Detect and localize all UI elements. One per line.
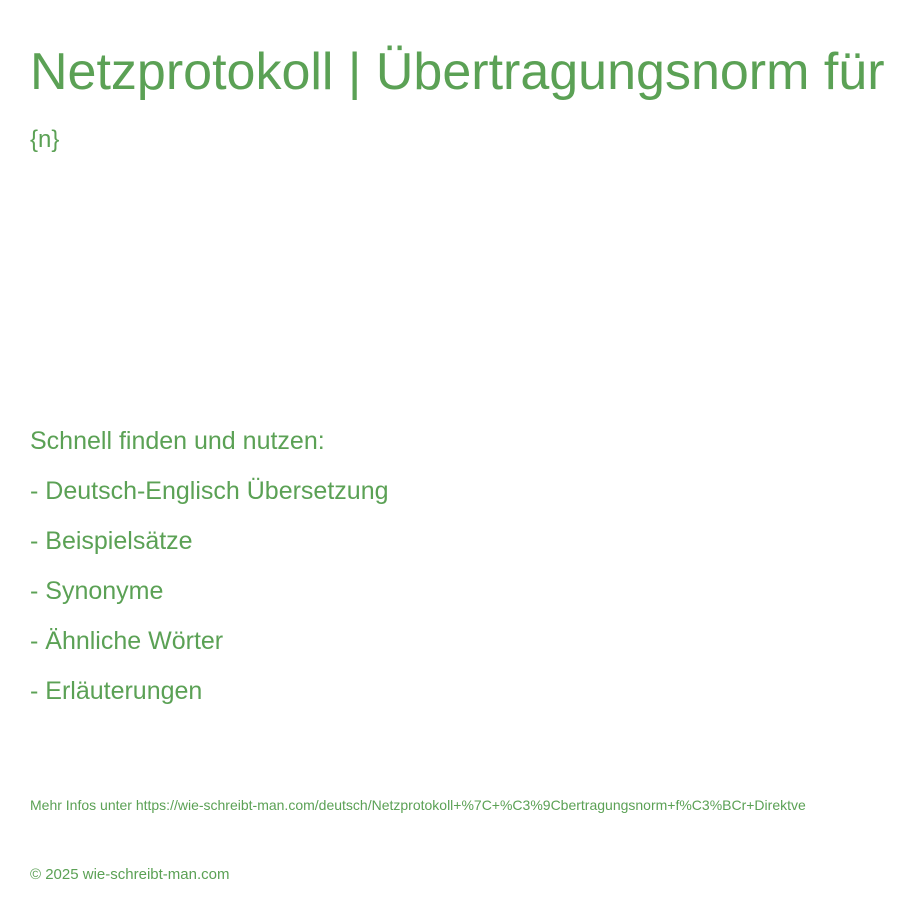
- feature-item-example-sentences: - Beispielsätze: [30, 527, 193, 555]
- copyright-notice: © 2025 wie-schreibt-man.com: [30, 866, 230, 883]
- feature-item-explanations: - Erläuterungen: [30, 677, 203, 705]
- feature-item-similar-words: - Ähnliche Wörter: [30, 627, 224, 655]
- page-title: Netzprotokoll | Übertragungsnorm für: [30, 43, 885, 101]
- feature-list-heading: Schnell finden und nutzen:: [30, 427, 325, 455]
- feature-item-synonyms: - Synonyme: [30, 577, 164, 605]
- feature-list: [30, 423, 389, 723]
- feature-item-translation: - Deutsch-Englisch Übersetzung: [30, 477, 389, 505]
- more-info-url: Mehr Infos unter https://wie-schreibt-man.com/deutsch/Netzprotokoll+%7C+%C3%9Cbertragungsnorm+f%C3%BCr+Direktve: [30, 797, 806, 813]
- gender-label: {n}: [30, 126, 60, 153]
